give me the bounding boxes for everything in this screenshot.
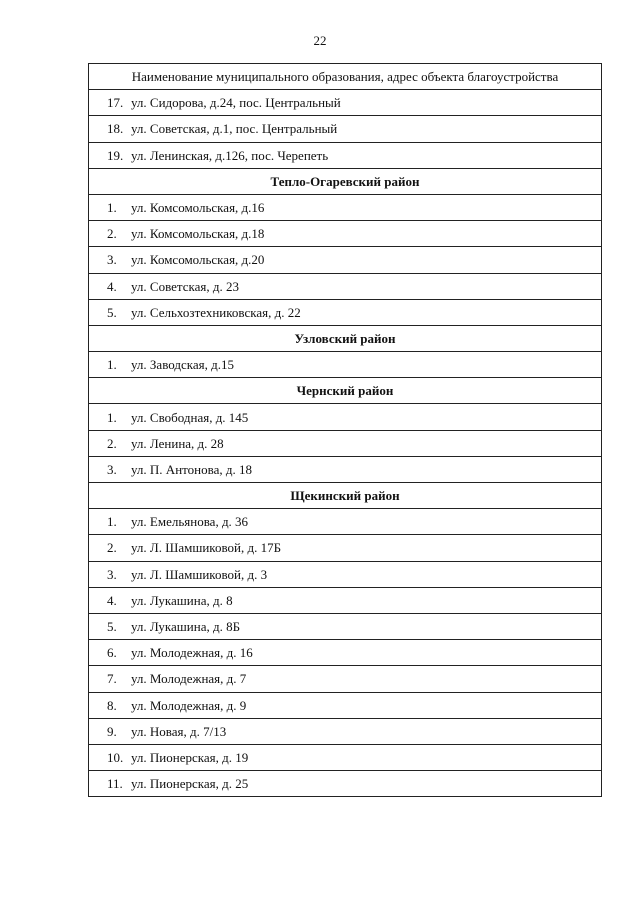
- table-row: [89, 535, 602, 561]
- address-cell: [89, 666, 602, 692]
- district-name: Щекинский район: [89, 483, 602, 509]
- address-cell: [89, 509, 602, 535]
- address-text: ул. Лукашина, д. 8Б: [131, 619, 241, 635]
- item-number: 1.: [107, 357, 117, 373]
- address-cell: [89, 456, 602, 482]
- table-row: [89, 404, 602, 430]
- address-cell: [89, 587, 602, 613]
- address-cell: [89, 640, 602, 666]
- item-number: 2.: [107, 435, 117, 451]
- table-row: [89, 194, 602, 220]
- district-row: [89, 168, 602, 194]
- address-cell: [89, 221, 602, 247]
- address-text: ул. Заводская, д.15: [131, 357, 234, 373]
- item-number: 1.: [107, 514, 117, 530]
- district-name: Чернский район: [89, 378, 602, 404]
- address-table: [88, 63, 602, 797]
- address-cell: [89, 613, 602, 639]
- address-text: ул. Молодежная, д. 9: [131, 697, 247, 713]
- item-number: 3.: [107, 461, 117, 477]
- address-text: ул. Комсомольская, д.16: [131, 200, 265, 216]
- item-number: 4.: [107, 278, 117, 294]
- address-text: ул. Советская, д. 23: [131, 278, 240, 294]
- address-text: ул. Сидорова, д.24, пос. Центральный: [131, 95, 341, 111]
- address-text: ул. П. Антонова, д. 18: [131, 461, 252, 477]
- item-number: 3.: [107, 566, 117, 582]
- address-text: ул. Новая, д. 7/13: [131, 723, 227, 739]
- district-row: [89, 483, 602, 509]
- table-row: [89, 666, 602, 692]
- table-header-row: [89, 64, 602, 90]
- address-cell: [89, 194, 602, 220]
- table-row: [89, 640, 602, 666]
- table-row: [89, 247, 602, 273]
- address-text: ул. Пионерская, д. 19: [131, 749, 249, 765]
- item-number: 5.: [107, 619, 117, 635]
- address-cell: [89, 273, 602, 299]
- address-text: ул. Молодежная, д. 7: [131, 671, 247, 687]
- item-number: 19.: [107, 147, 124, 163]
- table-row: [89, 587, 602, 613]
- address-text: ул. Молодежная, д. 16: [131, 645, 253, 661]
- item-number: 2.: [107, 540, 117, 556]
- address-text: ул. Лукашина, д. 8: [131, 592, 233, 608]
- item-number: 4.: [107, 592, 117, 608]
- district-name: Узловский район: [89, 325, 602, 351]
- address-cell: [89, 771, 602, 797]
- item-number: 8.: [107, 697, 117, 713]
- address-cell: [89, 116, 602, 142]
- address-cell: [89, 535, 602, 561]
- address-cell: [89, 352, 602, 378]
- district-row: [89, 325, 602, 351]
- table-row: [89, 90, 602, 116]
- table-row: [89, 718, 602, 744]
- address-text: ул. Ленина, д. 28: [131, 435, 224, 451]
- table-row: [89, 352, 602, 378]
- table-row: [89, 299, 602, 325]
- address-cell: [89, 430, 602, 456]
- address-text: ул. Комсомольская, д.18: [131, 226, 265, 242]
- table-header-cell: Наименование муниципального образования, адрес объекта благоустройства: [89, 64, 602, 90]
- address-text: ул. Л. Шамшиковой, д. 3: [131, 566, 268, 582]
- table-row: [89, 142, 602, 168]
- table-row: [89, 509, 602, 535]
- table-row: [89, 613, 602, 639]
- address-text: ул. Советская, д.1, пос. Центральный: [131, 121, 338, 137]
- item-number: 17.: [107, 95, 124, 111]
- address-cell: [89, 90, 602, 116]
- table-row: [89, 273, 602, 299]
- item-number: 10.: [107, 749, 124, 765]
- table-row: [89, 456, 602, 482]
- address-cell: [89, 692, 602, 718]
- address-text: ул. Комсомольская, д.20: [131, 252, 265, 268]
- item-number: 5.: [107, 304, 117, 320]
- table-row: [89, 116, 602, 142]
- table-row: [89, 221, 602, 247]
- table-row: [89, 430, 602, 456]
- address-text: ул. Л. Шамшиковой, д. 17Б: [131, 540, 282, 556]
- district-row: [89, 378, 602, 404]
- table-row: [89, 561, 602, 587]
- table-row: [89, 771, 602, 797]
- address-cell: [89, 718, 602, 744]
- address-text: ул. Свободная, д. 145: [131, 409, 249, 425]
- address-text: ул. Сельхозтехниковская, д. 22: [131, 304, 301, 320]
- item-number: 1.: [107, 200, 117, 216]
- item-number: 2.: [107, 226, 117, 242]
- district-name: Тепло-Огаревский район: [89, 168, 602, 194]
- address-cell: [89, 142, 602, 168]
- item-number: 3.: [107, 252, 117, 268]
- item-number: 6.: [107, 645, 117, 661]
- address-text: ул. Ленинская, д.126, пос. Черепеть: [131, 147, 329, 163]
- address-table-body: [89, 64, 602, 797]
- address-cell: [89, 561, 602, 587]
- item-number: 9.: [107, 723, 117, 739]
- item-number: 11.: [107, 776, 123, 792]
- address-cell: [89, 247, 602, 273]
- page-number: 22: [313, 33, 327, 48]
- address-cell: [89, 299, 602, 325]
- address-cell: [89, 404, 602, 430]
- address-text: ул. Емельянова, д. 36: [131, 514, 249, 530]
- table-row: [89, 744, 602, 770]
- table-row: [89, 692, 602, 718]
- address-cell: [89, 744, 602, 770]
- item-number: 7.: [107, 671, 117, 687]
- item-number: 1.: [107, 409, 117, 425]
- address-text: ул. Пионерская, д. 25: [131, 776, 249, 792]
- item-number: 18.: [107, 121, 124, 137]
